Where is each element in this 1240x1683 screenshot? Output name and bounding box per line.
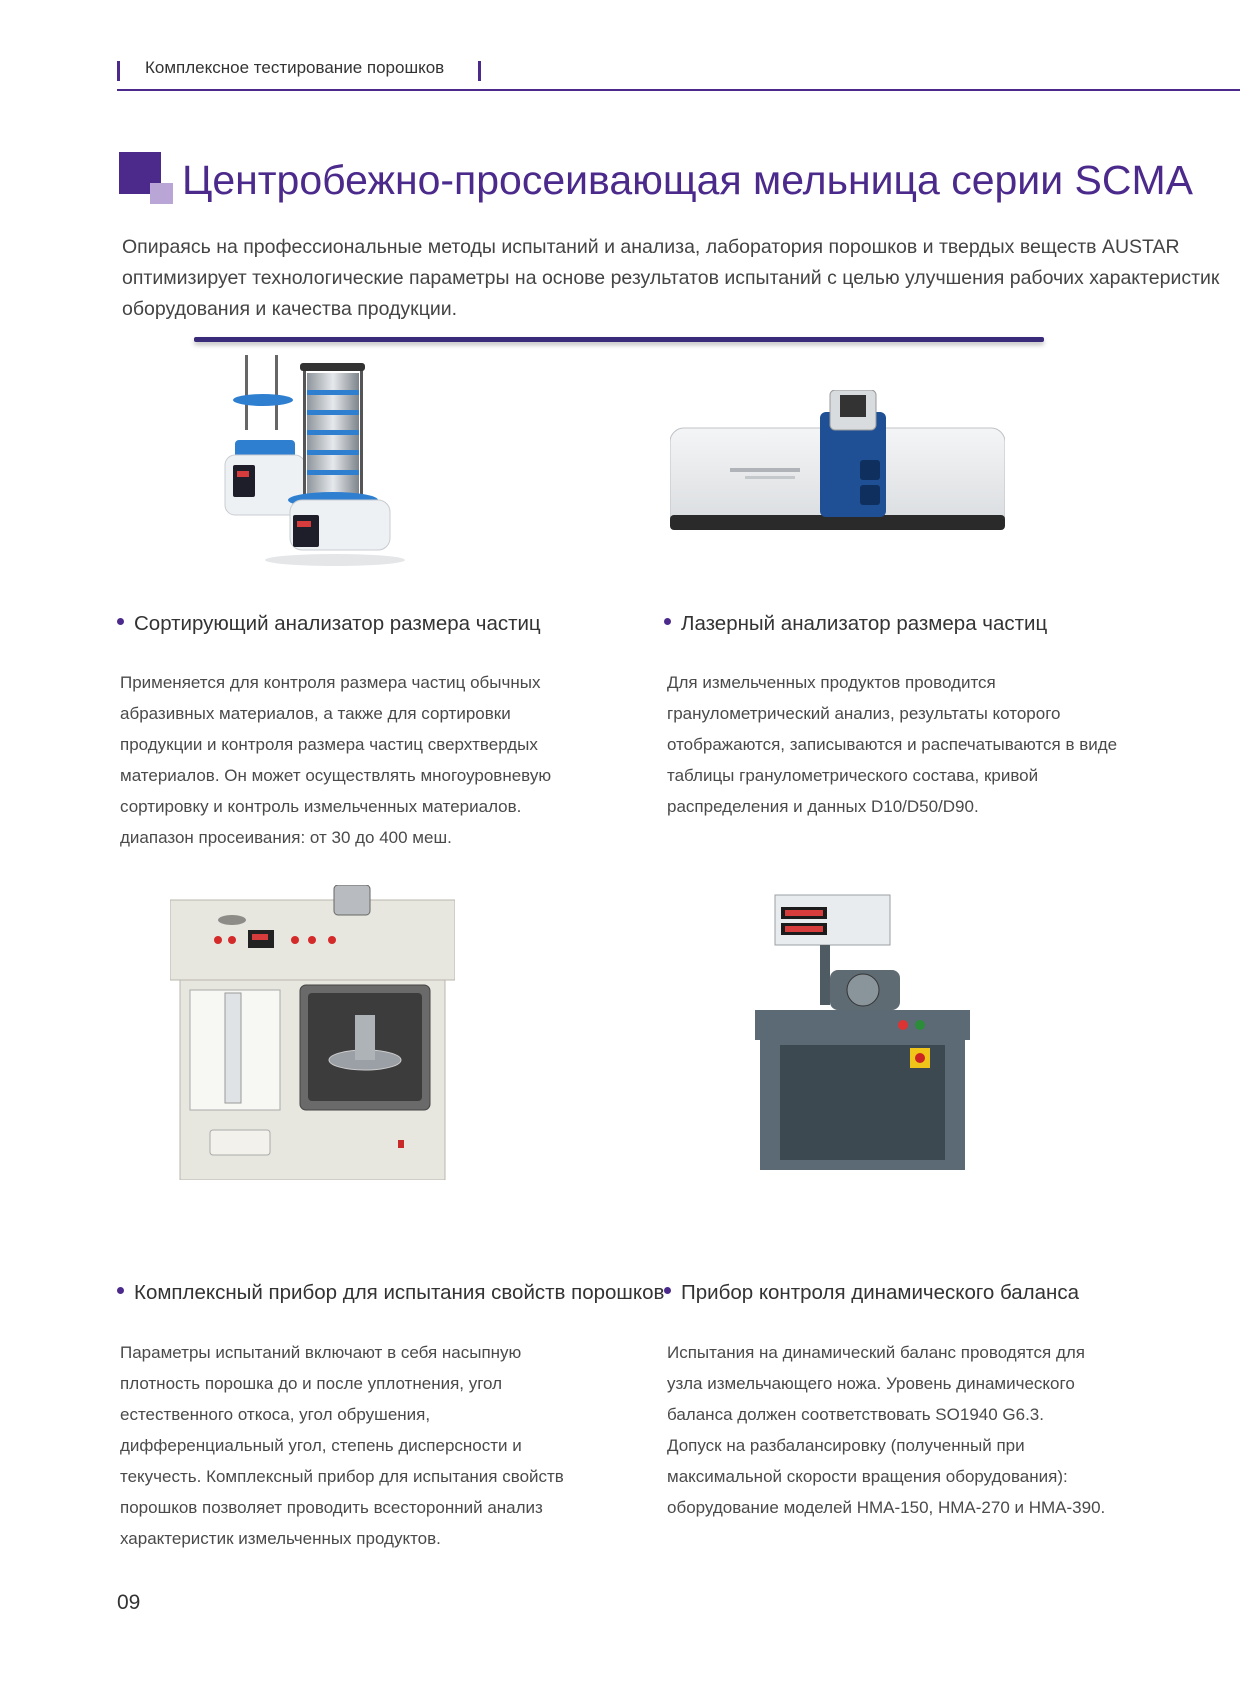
bullet-icon [664, 618, 671, 625]
desc-line: максимальной скорости вращения оборудования): [667, 1467, 1068, 1486]
desc-line: Параметры испытаний включают в себя насыпную [120, 1343, 522, 1362]
desc-line: распределения и данных D10/D50/D90. [667, 797, 979, 816]
desc-line: характеристик измельченных продуктов. [120, 1529, 441, 1548]
intro-divider [194, 337, 1044, 342]
item-title-text: Комплексный прибор для испытания свойств порошков [134, 1281, 665, 1304]
bullet-icon [664, 1287, 671, 1294]
sieve-analyzer-image [215, 355, 415, 580]
item-title-powder-tester [117, 1281, 664, 1305]
bullet-icon [117, 1287, 124, 1294]
powder-tester-image [170, 885, 455, 1180]
desc-line: Применяется для контроля размера частиц обычных [120, 673, 541, 692]
desc-line: сортировку и контроль измельченных материалов. [120, 797, 522, 816]
desc-line: Допуск на разбалансировку (полученный при [667, 1436, 1025, 1455]
desc-line: материалов. Он может осуществлять многоуровневую [120, 766, 552, 785]
desc-line: продукции и контроля размера частиц сверхтвердых [120, 735, 538, 754]
desc-line: оборудование моделей HMA-150, HMA-270 и HMA-390. [667, 1498, 1106, 1517]
desc-line: дифференциальный угол, степень дисперсности и [120, 1436, 522, 1455]
item-desc-powder-tester [120, 1337, 640, 1554]
desc-line: текучесть. Комплексный прибор для испытания свойств [120, 1467, 564, 1486]
page-number: 09 [117, 1591, 141, 1614]
section-label: Комплексное тестирование порошков [145, 58, 445, 77]
desc-line: абразивных материалов, а также для сортировки [120, 704, 511, 723]
desc-line: естественного откоса, угол обрушения, [120, 1405, 431, 1424]
item-desc-sieve-analyzer [120, 667, 640, 853]
desc-line: таблицы гранулометрического состава, кривой [667, 766, 1039, 785]
bullet-icon [117, 618, 124, 625]
desc-line: Для измельченных продуктов проводится [667, 673, 996, 692]
header-left-bar [117, 61, 120, 81]
desc-line: гранулометрический анализ, результаты которого [667, 704, 1061, 723]
laser-analyzer-image [670, 390, 1005, 540]
header-divider [117, 89, 1240, 91]
desc-line: порошков позволяет проводить всесторонний анализ [120, 1498, 543, 1517]
item-desc-laser-analyzer [667, 667, 1187, 822]
title-accent-square-light [150, 183, 173, 204]
item-title-sieve-analyzer [117, 612, 541, 636]
item-title-text: Сортирующий анализатор размера частиц [134, 612, 541, 635]
item-desc-balance-machine [667, 1337, 1187, 1523]
item-title-text: Прибор контроля динамического баланса [681, 1281, 1079, 1304]
desc-line: Испытания на динамический баланс проводятся для [667, 1343, 1085, 1362]
page-title: Центробежно-просеивающая мельница серии SCMA [182, 157, 1193, 203]
item-title-balance-machine [664, 1281, 1079, 1305]
desc-line: отображаются, записываются и распечатываются в виде [667, 735, 1118, 754]
balance-machine-image [745, 880, 985, 1170]
desc-line: диапазон просеивания: от 30 до 400 меш. [120, 828, 452, 847]
item-title-laser-analyzer [664, 612, 1047, 636]
item-title-text: Лазерный анализатор размера частиц [681, 612, 1048, 635]
header-right-bar [478, 61, 481, 81]
desc-line: баланса должен соответствовать SO1940 G6.3. [667, 1405, 1044, 1424]
desc-line: узла измельчающего ножа. Уровень динамического [667, 1374, 1075, 1393]
desc-line: плотность порошка до и после уплотнения, угол [120, 1374, 503, 1393]
intro-paragraph: Опираясь на профессиональные методы испытаний и анализа, лаборатория порошков и твердых веществ AUSTAR оптимизирует технологические параметры на основе результатов испытаний с целью улучшения рабочих характеристик оборудования и качества продукции. [122, 236, 1220, 320]
